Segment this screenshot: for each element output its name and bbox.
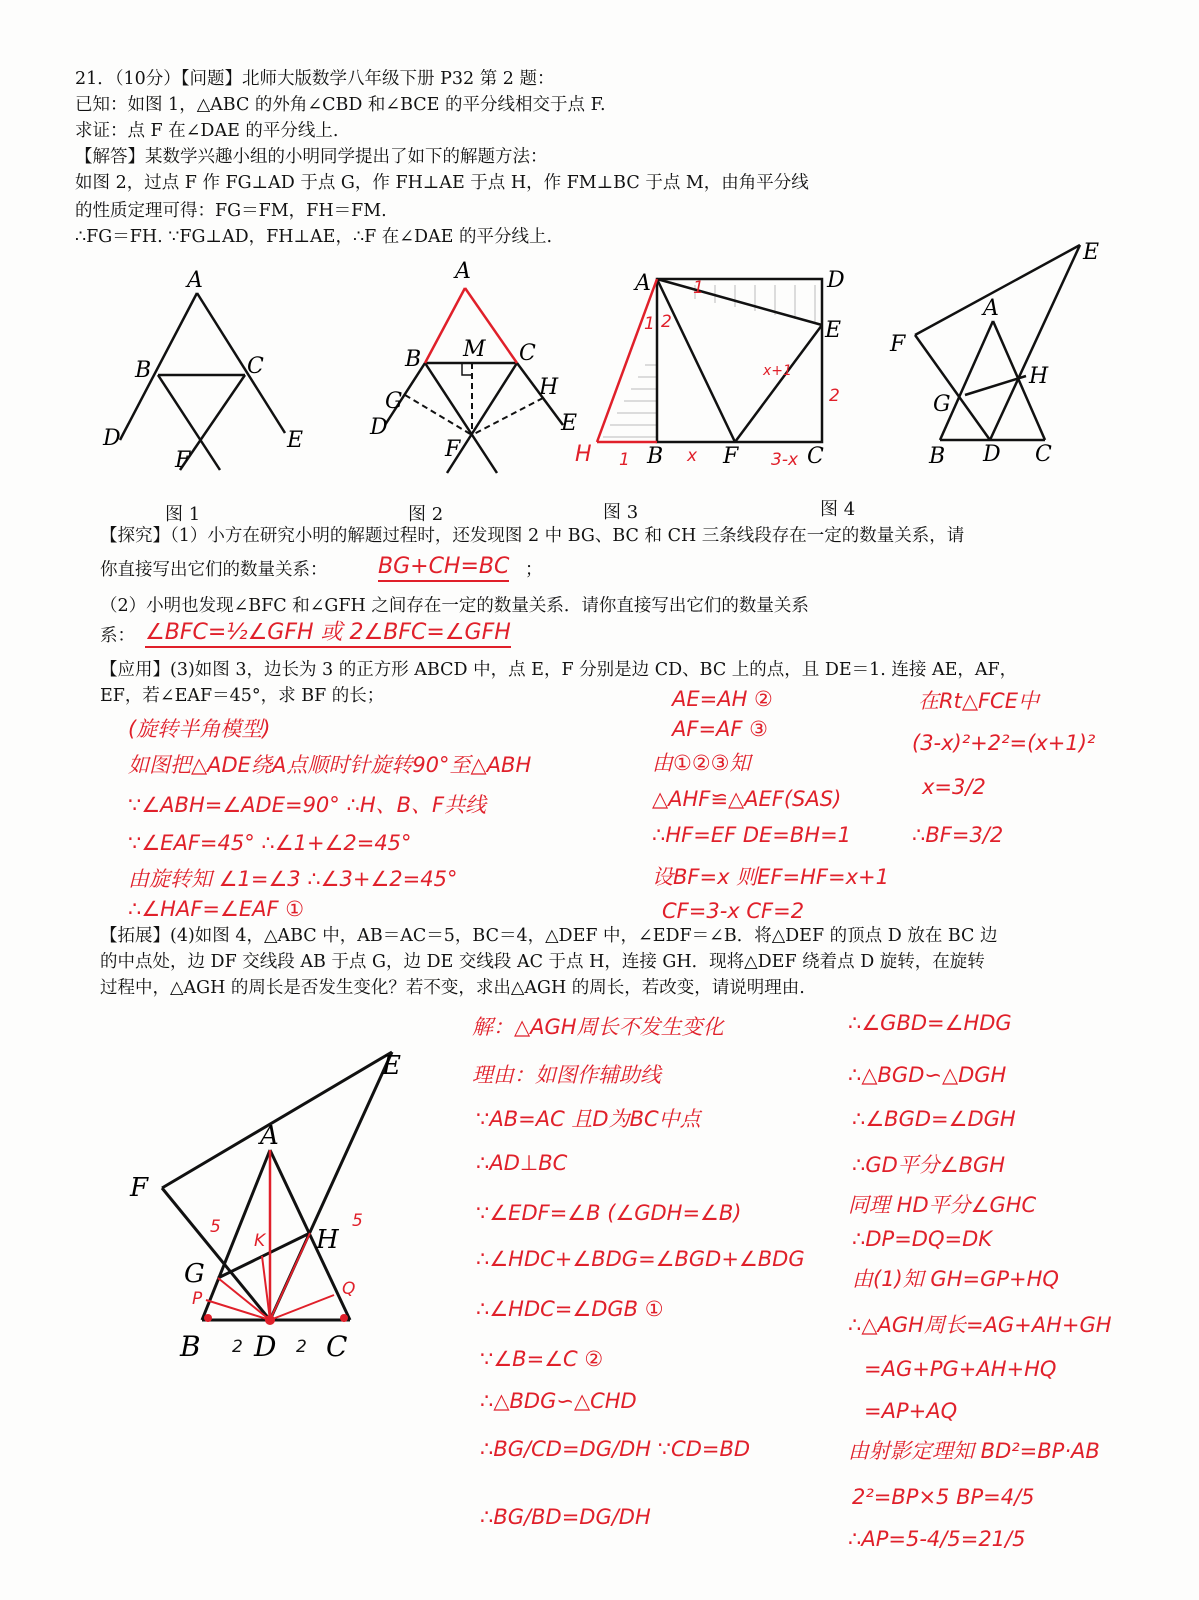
apply-work-right-4: ∴BF=3/2 bbox=[912, 823, 1004, 847]
apply-work-left-2: 如图把△ADE绕A点顺时针旋转90°至△ABH bbox=[128, 753, 532, 777]
fig3-label-d: D bbox=[827, 268, 845, 293]
fig5-hw-ac: 5 bbox=[352, 1211, 363, 1231]
extend-work-right-1: ∴∠GBD=∠HDG bbox=[848, 1011, 1012, 1035]
problem-line-6: 的性质定理可得：FG＝FM，FH＝FM. bbox=[75, 201, 387, 221]
apply-work-mid-6: 设BF=x 则EF=HF=x+1 bbox=[652, 865, 889, 889]
fig3-hw-2: 1 bbox=[644, 314, 655, 334]
fig5-hw-dc: 2 bbox=[296, 1337, 307, 1357]
extend-work-mid-10: ∴BG/CD=DG/DH ∵CD=BD bbox=[480, 1437, 751, 1461]
fig4-caption: 图 4 bbox=[820, 499, 856, 520]
extend-work-mid-2: 理由：如图作辅助线 bbox=[472, 1063, 661, 1087]
explore-q1-end: ； bbox=[525, 560, 543, 580]
fig2-label-a: A bbox=[455, 259, 471, 284]
fig3-label-e: E bbox=[825, 318, 842, 343]
fig2-label-b: B bbox=[405, 347, 422, 372]
extend-work-mid-1: 解：△AGH周长不发生变化 bbox=[472, 1015, 724, 1039]
apply-work-mid-5: ∴HF=EF DE=BH=1 bbox=[652, 823, 852, 847]
fig4-label-a: A bbox=[983, 296, 999, 321]
apply-work-mid-7: CF=3-x CF=2 bbox=[662, 899, 805, 923]
apply-work-mid-4: △AHF≌△AEF(SAS) bbox=[652, 787, 842, 811]
apply-work-left-1: (旋转半角模型) bbox=[128, 717, 271, 741]
fig2-caption: 图 2 bbox=[408, 504, 444, 525]
fig3-label-c: C bbox=[807, 444, 824, 469]
extend-work-right-6: ∴DP=DQ=DK bbox=[852, 1227, 993, 1251]
figure-4 bbox=[890, 235, 1135, 475]
fig4-label-h: H bbox=[1029, 364, 1049, 389]
apply-work-right-3: x=3/2 bbox=[922, 775, 986, 799]
fig3-hw-3x: 3-x bbox=[771, 450, 799, 470]
apply-work-mid-1: AE=AH ② bbox=[672, 687, 773, 711]
fig3-caption: 图 3 bbox=[603, 502, 639, 523]
extend-q4-line-b: 的中点处，边 DF 交线段 AB 于点 G，边 DE 交线段 AC 于点 H，连接 GH．现将△DEF 绕着点 D 旋转，在旋转 bbox=[100, 952, 985, 972]
extend-work-mid-3: ∵AB=AC 且D为BC中点 bbox=[476, 1107, 701, 1131]
fig4-label-f: F bbox=[890, 332, 906, 357]
figure-2 bbox=[365, 260, 595, 485]
problem-line-7: ∴FG＝FH. ∵FG⊥AD，FH⊥AE，∴F 在∠DAE 的平分线上. bbox=[75, 227, 553, 247]
problem-line-1: 21．（10分）【问题】北师大版数学八年级下册 P32 第 2 题： bbox=[75, 69, 555, 89]
fig2-label-f: F bbox=[445, 437, 461, 462]
fig5-hw-q: Q bbox=[342, 1279, 356, 1299]
figure-3 bbox=[575, 265, 855, 480]
fig5-label-c: C bbox=[326, 1330, 348, 1363]
fig3-hw-ce: 2 bbox=[829, 386, 840, 406]
fig1-label-e: E bbox=[287, 428, 304, 453]
fig3-hw-1: 1 bbox=[693, 278, 704, 298]
extend-work-mid-9: ∴△BDG∽△CHD bbox=[480, 1389, 637, 1413]
fig2-label-c: C bbox=[519, 341, 536, 366]
extend-work-right-8: ∴△AGH周长=AG+AH+GH bbox=[848, 1313, 1112, 1337]
fig3-label-a: A bbox=[635, 271, 651, 296]
fig2-label-d: D bbox=[370, 415, 388, 440]
apply-q3-line-a: 【应用】(3)如图 3，边长为 3 的正方形 ABCD 中，点 E，F 分别是边 CD、BC 上的点，且 DE＝1. 连接 AE，AF， bbox=[100, 660, 1018, 680]
extend-work-mid-8: ∵∠B=∠C ② bbox=[480, 1347, 604, 1371]
apply-work-left-4: ∵∠EAF=45° ∴∠1+∠2=45° bbox=[128, 831, 412, 855]
extend-work-right-2: ∴△BGD∽△DGH bbox=[848, 1063, 1007, 1087]
apply-work-left-6: ∴∠HAF=∠EAF ① bbox=[128, 897, 305, 921]
fig4-label-d: D bbox=[983, 442, 1001, 467]
apply-work-left-3: ∵∠ABH=∠ADE=90° ∴H、B、F共线 bbox=[128, 793, 487, 817]
extend-work-right-11: 由射影定理知 BD²=BP·AB bbox=[848, 1439, 1100, 1463]
figure-1 bbox=[95, 265, 325, 485]
explore-q2-answer: ∠BFC=½∠GFH 或 2∠BFC=∠GFH bbox=[145, 620, 511, 648]
fig2-label-e: E bbox=[561, 411, 578, 436]
fig2-label-m: M bbox=[463, 337, 486, 362]
extend-work-right-12: 2²=BP×5 BP=4/5 bbox=[852, 1485, 1035, 1509]
extend-q4-line-c: 过程中，△AGH 的周长是否发生变化？若不变，求出△AGH 的周长，若改变，请说明理由. bbox=[100, 978, 805, 998]
problem-line-2: 已知：如图 1，△ABC 的外角∠CBD 和∠BCE 的平分线相交于点 F. bbox=[75, 95, 606, 115]
fig5-label-e: E bbox=[382, 1051, 401, 1081]
extend-work-mid-7: ∴∠HDC=∠DGB ① bbox=[476, 1297, 664, 1321]
fig5-hw-ab: 5 bbox=[210, 1217, 221, 1237]
fig4-label-c: C bbox=[1035, 442, 1052, 467]
fig5-hw-p: P bbox=[192, 1289, 203, 1309]
fig3-label-b: B bbox=[647, 444, 664, 469]
extend-work-right-10: =AP+AQ bbox=[864, 1399, 958, 1423]
figure-4-solution bbox=[120, 1040, 440, 1370]
fig1-label-c: C bbox=[247, 354, 264, 379]
fig5-label-d: D bbox=[254, 1330, 277, 1363]
fig4-label-g: G bbox=[933, 392, 951, 417]
apply-work-right-2: (3-x)²+2²=(x+1)² bbox=[912, 731, 1096, 755]
apply-work-mid-3: 由①②③知 bbox=[652, 751, 751, 775]
fig5-label-a: A bbox=[260, 1121, 279, 1151]
explore-q1-line-a: 【探究】（1）小方在研究小明的解题过程时，还发现图 2 中 BG、BC 和 CH 三条线段存在一定的数量关系，请 bbox=[100, 526, 965, 546]
fig1-label-f: F bbox=[175, 448, 191, 473]
explore-q2-line-a: （2）小明也发现∠BFC 和∠GFH 之间存在一定的数量关系．请你直接写出它们的数量关系 bbox=[100, 596, 809, 616]
explore-q1-line-b: 你直接写出它们的数量关系： bbox=[100, 560, 328, 580]
fig1-caption: 图 1 bbox=[165, 504, 201, 525]
extend-work-right-13: ∴AP=5-4/5=21/5 bbox=[848, 1527, 1026, 1551]
fig3-label-h: H bbox=[575, 442, 592, 467]
extend-work-mid-4: ∴AD⊥BC bbox=[476, 1151, 568, 1175]
extend-q4-line-a: 【拓展】(4)如图 4，△ABC 中，AB＝AC＝5，BC＝4，△DEF 中，∠EDF＝∠B．将△DEF 的顶点 D 放在 BC 边 bbox=[100, 926, 998, 946]
fig3-hw-x1: x+1 bbox=[763, 363, 792, 379]
fig2-label-h: H bbox=[539, 375, 559, 400]
fig5-label-g: G bbox=[184, 1259, 205, 1289]
fig5-label-h: H bbox=[316, 1225, 339, 1255]
extend-work-right-9: =AG+PG+AH+HQ bbox=[864, 1357, 1057, 1381]
fig1-label-a: A bbox=[187, 268, 203, 293]
apply-q3-line-b: EF，若∠EAF＝45°，求 BF 的长； bbox=[100, 686, 385, 706]
fig4-label-e: E bbox=[1083, 240, 1100, 265]
fig5-label-f: F bbox=[130, 1173, 149, 1203]
fig1-label-d: D bbox=[103, 426, 121, 451]
extend-work-mid-5: ∵∠EDF=∠B (∠GDH=∠B) bbox=[476, 1201, 742, 1225]
extend-work-mid-11: ∴BG/BD=DG/DH bbox=[480, 1505, 651, 1529]
extend-work-right-7: 由(1)知 GH=GP+HQ bbox=[852, 1267, 1059, 1291]
problem-line-5: 如图 2，过点 F 作 FG⊥AD 于点 G，作 FH⊥AE 于点 H，作 FM⊥BC 于点 M，由角平分线 bbox=[75, 173, 809, 193]
fig5-hw-bd: 2 bbox=[232, 1337, 243, 1357]
fig3-hw-3: 2 bbox=[661, 312, 672, 332]
apply-work-mid-2: AF=AF ③ bbox=[672, 717, 768, 741]
apply-work-right-1: 在Rt△FCE中 bbox=[918, 689, 1039, 713]
fig5-label-b: B bbox=[180, 1330, 201, 1363]
apply-work-left-5: 由旋转知 ∠1=∠3 ∴∠3+∠2=45° bbox=[128, 867, 458, 891]
fig5-hw-k: K bbox=[254, 1231, 266, 1251]
fig4-label-b: B bbox=[929, 444, 946, 469]
problem-line-3: 求证：点 F 在∠DAE 的平分线上. bbox=[75, 121, 339, 141]
problem-line-4: 【解答】某数学兴趣小组的小明同学提出了如下的解题方法： bbox=[75, 147, 548, 167]
extend-work-right-4: ∴GD平分∠BGH bbox=[852, 1153, 1006, 1177]
fig3-hw-x: x bbox=[687, 446, 698, 466]
extend-work-mid-6: ∴∠HDC+∠BDG=∠BGD+∠BDG bbox=[476, 1247, 805, 1271]
extend-work-right-5: 同理 HD平分∠GHC bbox=[848, 1193, 1037, 1217]
fig1-label-b: B bbox=[135, 358, 152, 383]
explore-q2-line-b: 系： bbox=[100, 626, 135, 646]
explore-q1-answer: BG+CH=BC bbox=[378, 554, 509, 582]
fig3-label-f: F bbox=[723, 444, 739, 469]
extend-work-right-3: ∴∠BGD=∠DGH bbox=[852, 1107, 1016, 1131]
fig2-label-g: G bbox=[385, 389, 403, 414]
fig3-hw-hb: 1 bbox=[619, 450, 630, 470]
